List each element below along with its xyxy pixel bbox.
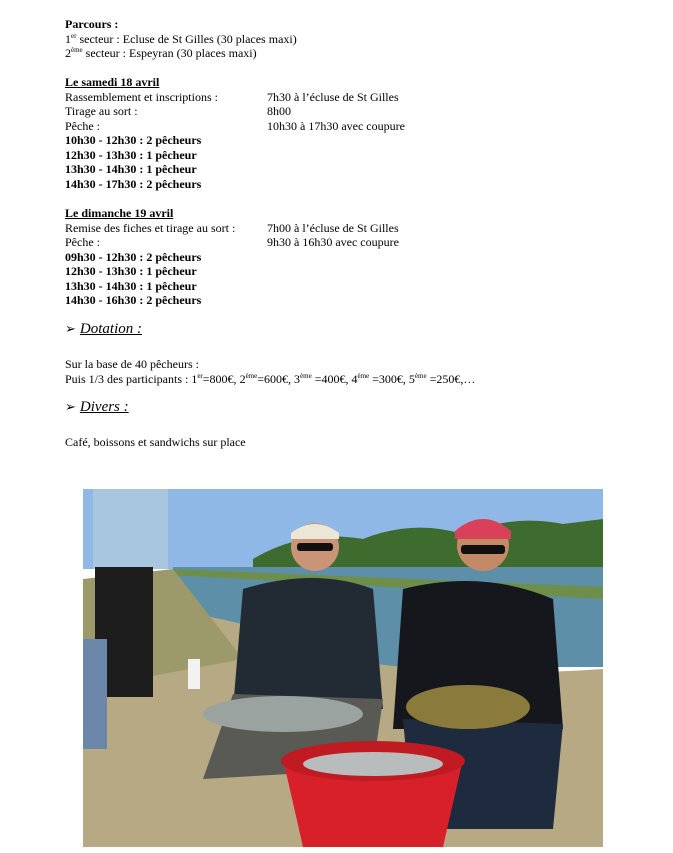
person-left-shirt	[93, 489, 168, 569]
parcours-section	[65, 17, 625, 61]
divers-title: Divers :	[79, 399, 129, 415]
saturday-row: Pêche : 10h30 à 17h30 avec coupure	[65, 118, 405, 133]
divers-line-1: Café, boissons et sandwichs sur place	[65, 435, 246, 449]
dotation-prizes: Puis 1/3 des participants : 1er=800€, 2ème=600€, 3ème =400€, 4ème =300€, 5ème =250€,…	[65, 371, 476, 386]
saturday-slot: 10h30 - 12h30 : 2 pêcheurs	[65, 133, 202, 147]
sunday-slot: 14h30 - 16h30 : 2 pêcheurs	[65, 293, 202, 307]
fishermen-photo	[83, 489, 603, 847]
fish-2-carp	[406, 685, 530, 729]
parcours-sector-1: 1er secteur : Ecluse de St Gilles (30 places maxi)	[65, 31, 297, 46]
dotation-line-1: Sur la base de 40 pêcheurs :	[65, 357, 199, 371]
saturday-section	[65, 75, 625, 191]
fish-in-bucket	[303, 752, 443, 776]
saturday-slot: 13h30 - 14h30 : 1 pêcheur	[65, 162, 197, 176]
fisherman-1-jacket	[233, 578, 383, 709]
fish-1	[203, 696, 363, 732]
arrow-bullet-icon: ➢	[65, 399, 76, 414]
sunday-slot: 09h30 - 12h30 : 2 pêcheurs	[65, 249, 202, 264]
photo-illustration	[83, 489, 603, 847]
sunday-slot: 13h30 - 14h30 : 1 pêcheur	[65, 278, 197, 293]
water-bottle	[188, 659, 200, 689]
parcours-heading: Parcours :	[65, 17, 119, 31]
saturday-slot: 12h30 - 13h30 : 1 pêcheur	[65, 147, 197, 162]
saturday-row: Rassemblement et inscriptions : 7h30 à l’écluse de St Gilles	[65, 89, 399, 104]
sunday-section	[65, 206, 625, 308]
sunday-slot: 12h30 - 13h30 : 1 pêcheur	[65, 264, 197, 278]
divers-heading	[65, 400, 129, 415]
fisherman-2-sunglasses	[461, 545, 505, 554]
person-edge-jeans	[83, 639, 107, 749]
parcours-sector-2: 2ème secteur : Espeyran (30 places maxi)	[65, 46, 257, 60]
saturday-slot: 14h30 - 17h30 : 2 pêcheurs	[65, 176, 202, 191]
sunday-row: Remise des fiches et tirage au sort : 7h00 à l’écluse de St Gilles	[65, 220, 399, 235]
saturday-heading: Le samedi 18 avril	[65, 75, 160, 89]
saturday-row: Tirage au sort : 8h00	[65, 104, 291, 118]
sunday-heading: Le dimanche 19 avril	[65, 206, 174, 220]
sunday-row: Pêche : 9h30 à 16h30 avec coupure	[65, 235, 399, 249]
dotation-title: Dotation :	[79, 321, 142, 337]
dotation-body	[65, 357, 625, 386]
arrow-bullet-icon: ➢	[65, 321, 76, 336]
fisherman-1-sunglasses	[297, 543, 333, 551]
dotation-heading	[65, 322, 142, 337]
divers-body	[65, 435, 625, 450]
